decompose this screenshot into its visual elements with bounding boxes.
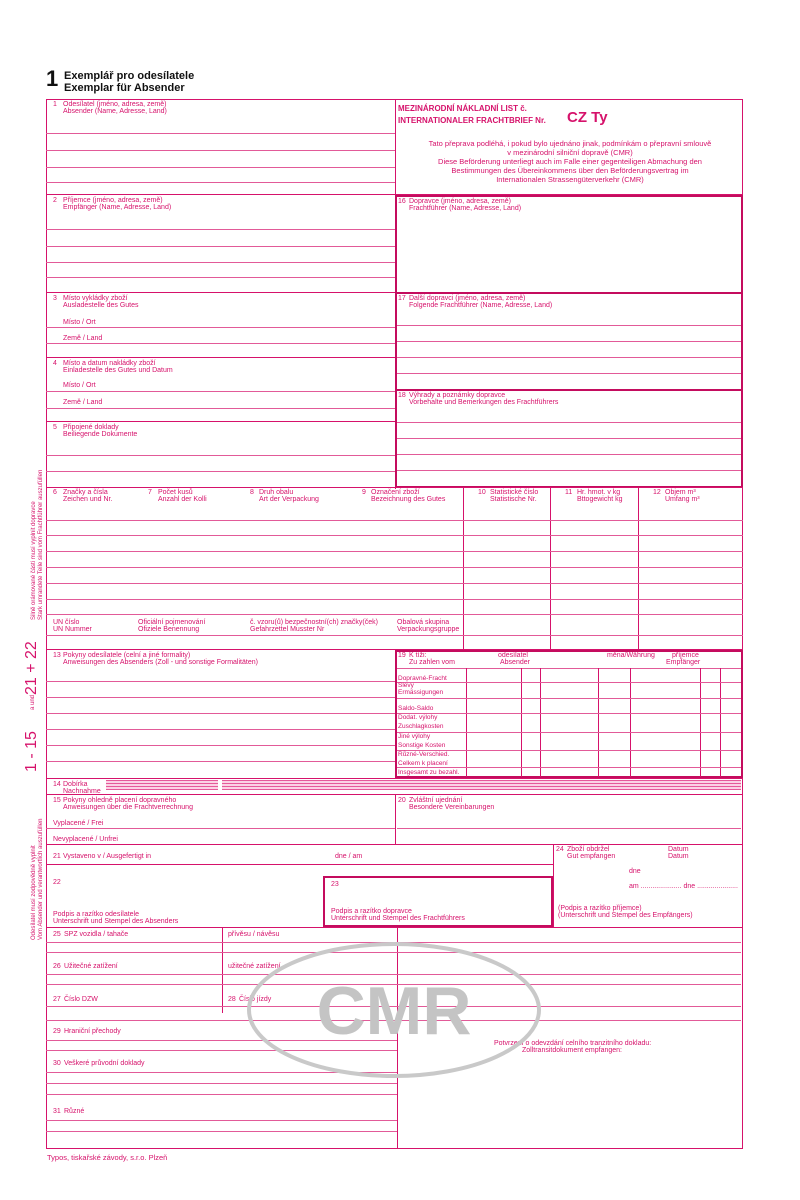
writing-line bbox=[46, 182, 395, 183]
table-line bbox=[397, 713, 741, 714]
writing-line bbox=[397, 325, 741, 326]
field-2-number: 2 bbox=[53, 197, 57, 204]
field-23-label-de: Unterschrift und Stempel des Frachtführers bbox=[331, 915, 465, 922]
field-17-label-de: Folgende Frachtführer (Name, Adresse, Land) bbox=[409, 302, 553, 309]
section-divider bbox=[46, 778, 743, 779]
field-31-number: 31 bbox=[53, 1108, 61, 1115]
field-1-label-de: Absender (Name, Adresse, Land) bbox=[63, 108, 167, 115]
field-23-label-cs: Podpis a razítko dopravce bbox=[331, 908, 412, 915]
field-30-label: Veškeré průvodní doklady bbox=[64, 1060, 145, 1067]
field-3-number: 3 bbox=[53, 295, 57, 302]
column-divider bbox=[638, 487, 639, 649]
charge-label: Insgesamt zu bezahl. bbox=[398, 769, 460, 776]
notice-line: Bestimmungen des Übereinkommens über den Beförderungsvertrag im bbox=[451, 166, 689, 175]
notice-line: Tato přeprava podléhá, i pokud bylo ujednáno jinak, podmínkám o přepravní smlouvě bbox=[428, 139, 712, 148]
writing-line bbox=[397, 341, 741, 342]
column-divider bbox=[540, 668, 541, 777]
field-4-country: Země / Land bbox=[63, 399, 103, 406]
field-17-number: 17 bbox=[398, 295, 406, 302]
writing-line bbox=[46, 697, 395, 698]
field-3-label-de: Ausladestelle des Gutes bbox=[63, 302, 139, 309]
field-10-label-cs: Statistické číslo bbox=[490, 489, 539, 496]
writing-line bbox=[46, 745, 395, 746]
writing-line bbox=[46, 471, 395, 472]
section-divider bbox=[46, 864, 553, 865]
field-11-label-de: Bttogewicht kg bbox=[577, 496, 623, 503]
charge-label: Saldo-Saldo bbox=[398, 705, 434, 712]
section-divider bbox=[46, 421, 395, 422]
field-21-date: dne / am bbox=[335, 853, 363, 860]
field-6-label-cs: Značky a čísla bbox=[63, 489, 108, 496]
writing-line bbox=[397, 438, 741, 439]
field-25-label: SPZ vozidla / tahače bbox=[64, 931, 129, 938]
section-divider bbox=[46, 357, 395, 358]
writing-line bbox=[46, 1083, 397, 1084]
writing-line bbox=[46, 614, 743, 615]
table-line bbox=[397, 698, 741, 699]
writing-line bbox=[46, 535, 743, 536]
writing-line bbox=[46, 343, 395, 344]
field-11-label-cs: Hr. hmot. v kg bbox=[577, 489, 621, 496]
field-12-number: 12 bbox=[653, 489, 661, 496]
field-2-label-cs: Příjemce (jméno, adresa, země) bbox=[63, 197, 163, 204]
column-divider bbox=[463, 487, 464, 649]
field-8-label-cs: Druh obalu bbox=[259, 489, 294, 496]
field-28-number: 28 bbox=[228, 996, 236, 1003]
field-2-label-de: Empfänger (Name, Adresse, Land) bbox=[63, 204, 172, 211]
copy-label-de: Exemplar für Absender bbox=[64, 82, 185, 94]
side-note-sender-cs: Odesílatel musí zodpovědně vyplnit bbox=[31, 845, 37, 940]
field-14-label-de: Nachnahme bbox=[63, 788, 101, 795]
writing-line bbox=[46, 133, 395, 134]
writing-line bbox=[46, 729, 395, 730]
packing-group-de: Verpackungsgruppe bbox=[397, 626, 460, 633]
field-6-number: 6 bbox=[53, 489, 57, 496]
column-divider bbox=[598, 668, 599, 777]
un-number-cs: UN číslo bbox=[53, 619, 80, 626]
charges-recipient-cs: příjemce bbox=[672, 652, 699, 659]
notice-line: v mezinárodní silniční dopravě (CMR) bbox=[507, 148, 633, 157]
field-9-number: 9 bbox=[362, 489, 366, 496]
hazard-label-de: Gefahrzettel Musster Nr bbox=[250, 626, 325, 633]
field-24-label-de: Gut empfangen bbox=[567, 853, 616, 860]
field-24-sign-cs: (Podpis a razítko příjemce) bbox=[558, 905, 642, 912]
field-25-trailer: přívěsu / návěsu bbox=[228, 931, 280, 938]
table-line bbox=[397, 668, 741, 669]
cmr-watermark-text: CMR bbox=[316, 973, 472, 1049]
field-24-datum-2: Datum bbox=[668, 853, 689, 860]
field-19-label-cs: K tíži: bbox=[409, 652, 427, 659]
column-divider bbox=[553, 844, 554, 927]
field-27-label: Číslo DZW bbox=[64, 996, 98, 1003]
field-29-label: Hraniční přechody bbox=[64, 1028, 121, 1035]
writing-line bbox=[46, 567, 743, 568]
copy-number: 1 bbox=[46, 66, 59, 91]
charges-box-19[interactable] bbox=[395, 650, 743, 778]
field-24-sign-de: (Unterschrift und Stempel des Empfängers) bbox=[558, 912, 693, 919]
column-divider bbox=[521, 668, 522, 777]
field-9-label-cs: Označení zboží bbox=[371, 489, 420, 496]
cod-hatched-field bbox=[106, 780, 218, 790]
field-14-label-cs: Dobírka bbox=[63, 781, 88, 788]
charges-sender-de: Absender bbox=[500, 659, 530, 666]
column-divider bbox=[395, 794, 396, 844]
writing-line bbox=[46, 761, 395, 762]
field-16-number: 16 bbox=[398, 198, 406, 205]
field-20-number: 20 bbox=[398, 797, 406, 804]
side-note-carrier-cs: Silně orámované části musí vyplnit dopravce bbox=[31, 501, 37, 620]
notice-line: Internationalen Strassengüterverkehr (CMR) bbox=[496, 175, 644, 184]
field-22-number: 22 bbox=[53, 879, 61, 886]
table-line bbox=[397, 682, 741, 683]
writing-line bbox=[46, 277, 395, 278]
field-15-number: 15 bbox=[53, 797, 61, 804]
field-29-number: 29 bbox=[53, 1028, 61, 1035]
field-3-place: Místo / Ort bbox=[63, 319, 96, 326]
field-12-label-de: Umfang m³ bbox=[665, 496, 700, 503]
field-10-number: 10 bbox=[478, 489, 486, 496]
field-24-dne: dne bbox=[629, 868, 641, 875]
field-1-number: 1 bbox=[53, 101, 57, 108]
field-7-number: 7 bbox=[148, 489, 152, 496]
field-26-trailer: užitečné zatížení bbox=[228, 963, 281, 970]
transit-doc-cs: Potvrzení o odevzdání celního tranzitního dokladu: bbox=[494, 1040, 652, 1047]
field-6-label-de: Zeichen und Nr. bbox=[63, 496, 113, 503]
charge-label: Různé-Verschied. bbox=[398, 751, 450, 758]
field-30-number: 30 bbox=[53, 1060, 61, 1067]
official-name-cs: Oficiální pojmenování bbox=[138, 619, 206, 626]
field-28-label: Číslo jízdy bbox=[239, 996, 272, 1003]
side-range-21-22: 21 + 22 bbox=[23, 641, 40, 695]
charge-label: Zuschlagkosten bbox=[398, 723, 444, 730]
notice-line: Diese Beförderung unterliegt auch im Falle einer gegenteiligen Abmachung den bbox=[438, 157, 702, 166]
writing-line bbox=[397, 828, 741, 829]
column-divider bbox=[720, 668, 721, 777]
field-18-number: 18 bbox=[398, 392, 406, 399]
charge-label: Jiné výlohy bbox=[398, 733, 431, 740]
section-divider bbox=[46, 927, 743, 928]
field-3-label-cs: Místo vykládky zboží bbox=[63, 295, 128, 302]
column-divider bbox=[466, 668, 467, 777]
side-note-carrier-de: Stark umrandete Teile sind vom Frachtführer auszufüllen bbox=[38, 469, 44, 620]
payment-paid: Vyplacené / Frei bbox=[53, 820, 104, 827]
field-14-number: 14 bbox=[53, 781, 61, 788]
writing-line bbox=[46, 455, 395, 456]
field-19-label-de: Zu zahlen vom bbox=[409, 659, 455, 666]
field-20-label-de: Besondere Vereinbarungen bbox=[409, 804, 495, 811]
field-1-label-cs: Odesílatel (jméno, adresa, země) bbox=[63, 101, 167, 108]
copy-label-cs: Exemplář pro odesílatele bbox=[64, 70, 195, 82]
writing-line bbox=[46, 713, 395, 714]
field-16-label-de: Frachtführer (Name, Adresse, Land) bbox=[409, 205, 522, 212]
field-15-label-de: Anweisungen über die Frachtverrechnung bbox=[63, 804, 193, 811]
writing-line bbox=[46, 635, 743, 636]
field-24-datum-1: Datum bbox=[668, 846, 689, 853]
title-cs: MEZINÁRODNÍ NÁKLADNÍ LIST č. bbox=[398, 104, 527, 113]
writing-line bbox=[397, 357, 741, 358]
document-number: CZ Ty bbox=[567, 109, 608, 126]
cmr-watermark bbox=[245, 940, 543, 1080]
writing-line bbox=[46, 1131, 397, 1132]
writing-line bbox=[46, 150, 395, 151]
field-23-number: 23 bbox=[331, 881, 339, 888]
field-13-label-cs: Pokyny odesílatele (celní a jiné formality) bbox=[63, 652, 191, 659]
official-name-de: Ofiziele Benennung bbox=[138, 626, 200, 633]
field-17-label-cs: Další dopravci (jméno, adresa, země) bbox=[409, 295, 526, 302]
writing-line bbox=[46, 167, 395, 168]
writing-line bbox=[46, 681, 395, 682]
writing-line bbox=[397, 373, 741, 374]
section-divider bbox=[46, 292, 395, 293]
field-11-number: 11 bbox=[565, 489, 573, 496]
section-divider bbox=[46, 844, 743, 845]
packing-group-cs: Obalová skupina bbox=[397, 619, 450, 626]
field-20-label-cs: Zvláštní ujednání bbox=[409, 797, 463, 804]
column-divider bbox=[550, 487, 551, 649]
hazard-label-cs: č. vzoru(ů) bezpečnostní(ch) značky(ček) bbox=[250, 619, 378, 626]
field-24-label-cs: Zboží obdržel bbox=[567, 846, 610, 853]
charges-recipient-de: Empfänger bbox=[666, 659, 701, 666]
field-21-label: Vystaveno v / Ausgefertigt in bbox=[63, 853, 152, 860]
writing-line bbox=[46, 1120, 397, 1121]
table-line bbox=[397, 767, 741, 768]
cod-hatched-field bbox=[222, 780, 741, 790]
writing-line bbox=[46, 1094, 397, 1095]
field-10-label-de: Statistische Nr. bbox=[490, 496, 537, 503]
charge-label: Sonstige Kosten bbox=[398, 742, 446, 749]
writing-line bbox=[397, 470, 741, 471]
writing-line bbox=[397, 454, 741, 455]
charges-currency: měna/Währung bbox=[607, 652, 655, 659]
writing-line bbox=[46, 520, 743, 521]
side-range-1-15: 1 - 15 bbox=[23, 731, 40, 772]
charges-sender-cs: odesílatel bbox=[498, 652, 528, 659]
cmr-notice bbox=[398, 139, 742, 184]
field-5-number: 5 bbox=[53, 424, 57, 431]
field-15-label-cs: Pokyny ohledně placení dopravného bbox=[63, 797, 177, 804]
field-25-number: 25 bbox=[53, 931, 61, 938]
side-and: a und bbox=[30, 694, 36, 710]
column-divider bbox=[700, 668, 701, 777]
field-19-number: 19 bbox=[398, 652, 406, 659]
field-18-label-cs: Výhrady a poznámky dopravce bbox=[409, 392, 506, 399]
field-21-number: 21 bbox=[53, 853, 61, 860]
writing-line bbox=[46, 599, 743, 600]
charge-label: Ermässigungen bbox=[398, 689, 444, 696]
field-4-place: Místo / Ort bbox=[63, 382, 96, 389]
field-12-label-cs: Objem m³ bbox=[665, 489, 696, 496]
field-27-number: 27 bbox=[53, 996, 61, 1003]
field-4-label-cs: Místo a datum nakládky zboží bbox=[63, 360, 156, 367]
charge-label: Dopravné-Fracht bbox=[398, 675, 447, 682]
field-22-label-cs: Podpis a razítko odesílatele bbox=[53, 911, 139, 918]
payment-unpaid: Nevyplacené / Unfrei bbox=[53, 836, 118, 843]
transit-doc-de: Zolltransitdokument empfangen: bbox=[522, 1047, 622, 1054]
field-13-number: 13 bbox=[53, 652, 61, 659]
field-5-label-de: Beiliegende Dokumente bbox=[63, 431, 138, 438]
field-16-label-cs: Dopravce (jméno, adresa, země) bbox=[409, 198, 511, 205]
field-13-label-de: Anweisungen des Absenders (Zoll - und sonstige Formalitäten) bbox=[63, 659, 258, 666]
column-divider bbox=[222, 927, 223, 1013]
side-note-sender-de: Vom Absender und verantwortlich auszufüllen bbox=[38, 818, 44, 940]
writing-line bbox=[397, 422, 741, 423]
field-3-country: Země / Land bbox=[63, 335, 103, 342]
field-31-label: Různé bbox=[64, 1108, 85, 1115]
printer-footer: Typos, tiskařské závody, s.r.o. Plzeň bbox=[47, 1153, 168, 1162]
field-8-number: 8 bbox=[250, 489, 254, 496]
field-18-label-de: Vorbehalte und Bemerkungen des Frachtführers bbox=[409, 399, 559, 406]
un-number-de: UN Nummer bbox=[53, 626, 92, 633]
title-de: INTERNATIONALER FRACHTBRIEF Nr. bbox=[398, 116, 546, 125]
field-26-label: Užitečné zatížení bbox=[64, 963, 118, 970]
field-8-label-de: Art der Verpackung bbox=[259, 496, 319, 503]
writing-line bbox=[46, 583, 743, 584]
writing-line bbox=[46, 262, 395, 263]
field-5-label-cs: Připojené doklady bbox=[63, 424, 119, 431]
field-7-label-cs: Počet kusů bbox=[158, 489, 193, 496]
writing-line bbox=[46, 408, 395, 409]
column-divider bbox=[630, 668, 631, 777]
field-4-label-de: Einladestelle des Gutes und Datum bbox=[63, 367, 173, 374]
field-4-number: 4 bbox=[53, 360, 57, 367]
writing-line bbox=[46, 327, 395, 328]
field-7-label-de: Anzahl der Kolli bbox=[158, 496, 207, 503]
field-26-number: 26 bbox=[53, 963, 61, 970]
charge-label: Dodat. výlohy bbox=[398, 714, 438, 721]
table-line bbox=[397, 732, 741, 733]
field-24-number: 24 bbox=[556, 846, 564, 853]
writing-line bbox=[46, 246, 395, 247]
field-22-label-de: Unterschrift und Stempel des Absenders bbox=[53, 918, 179, 925]
writing-line bbox=[46, 551, 743, 552]
writing-line bbox=[46, 391, 395, 392]
writing-line bbox=[46, 828, 395, 829]
field-24-am: am ..................... dne ..................... bbox=[629, 883, 738, 890]
writing-line bbox=[46, 229, 395, 230]
field-9-label-de: Bezeichnung des Gutes bbox=[371, 496, 446, 503]
charge-label: Celkem k placení bbox=[398, 760, 448, 767]
charge-label: Slevy bbox=[398, 682, 414, 689]
